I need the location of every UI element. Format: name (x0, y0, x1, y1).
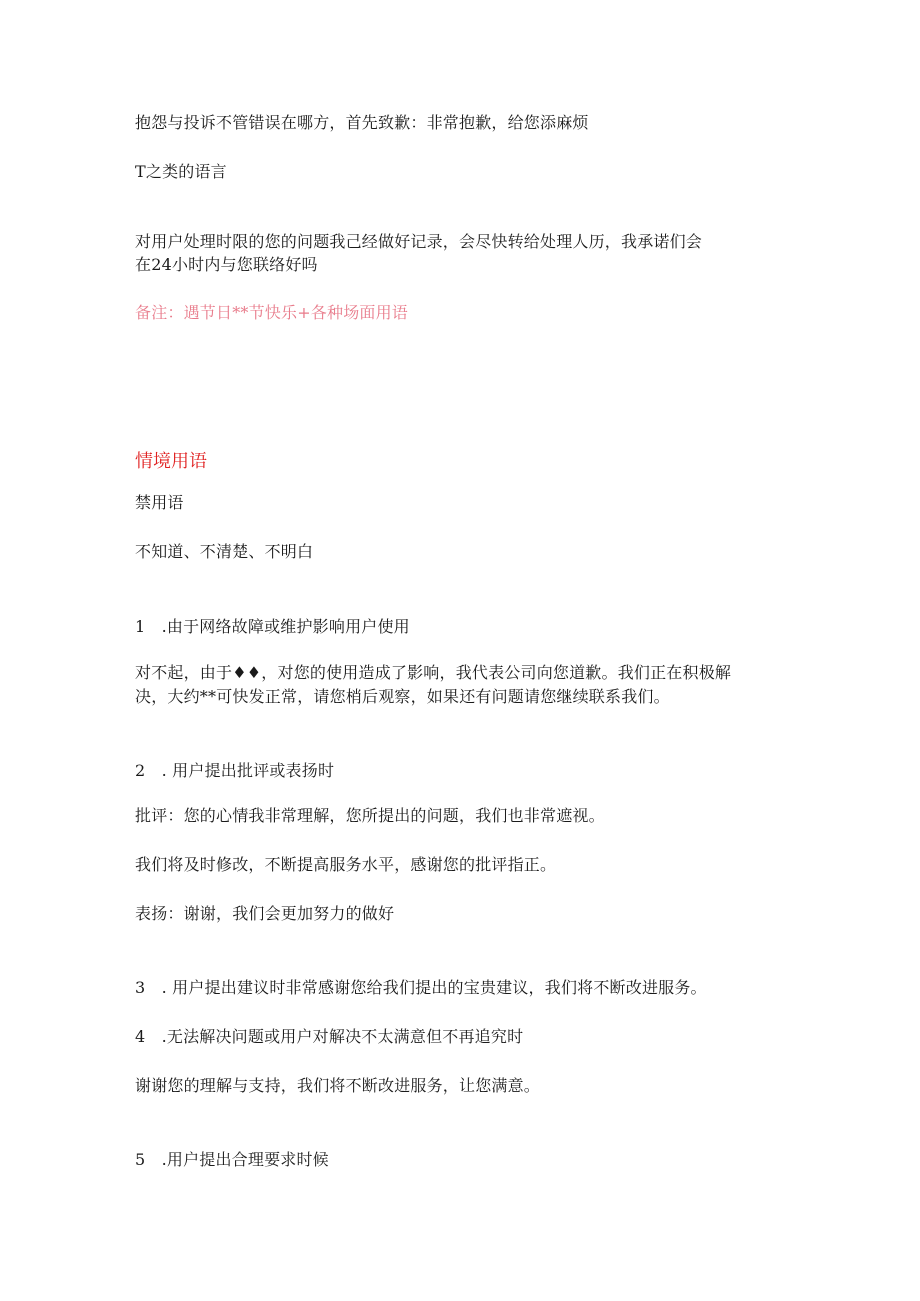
time-limit-line-2: 在24小时内与您联络好吗 (135, 255, 318, 274)
forbidden-label: 禁用语 (135, 493, 184, 512)
complaint-line-1: 抱怨与投诉不管错误在哪方，首先致歉：非常抱歉，给您添麻烦 (135, 113, 589, 132)
section-title: 情境用语 (135, 451, 207, 472)
item-3-title: 3 . 用户提出建议时非常感谢您给我们提出的宝贵建议，我们将不断改进服务。 (135, 978, 707, 997)
forbidden-words: 不知道、不清楚、不明白 (135, 542, 314, 561)
item-2-title: 2 . 用户提出批评或表扬时 (135, 761, 335, 780)
item-1-body-line-2: 决，大约**可快发正常，请您梢后观察，如果还有问题请您继续联系我们。 (135, 687, 670, 706)
item-4-title: 4 .无法解决问题或用户对解决不太满意但不再追究时 (135, 1027, 524, 1046)
item-5-title: 5 .用户提出合理要求时候 (135, 1150, 329, 1169)
time-limit-line-1: 对用户处理时限的您的问题我己经做好记录，会尽快转给处理人历，我承诺们会 (135, 232, 703, 251)
holiday-note: 备注：遇节日**节快乐+各种场面用语 (135, 303, 409, 322)
item-1-body-line-1: 对不起，由于♦♦，对您的使用造成了影响，我代表公司向您道歉。我们正在积极解 (135, 663, 732, 682)
item-2-criticism: 批评：您的心情我非常理解，您所提出的问题，我们也非常遮视。 (135, 806, 605, 825)
complaint-line-2: T之类的语言 (135, 162, 227, 181)
item-1-title: 1 .由于网络故障或维护影响用户使用 (135, 617, 410, 636)
item-4-body: 谢谢您的理解与支持，我们将不断改进服务，让您满意。 (135, 1076, 541, 1095)
item-2-criticism-cont: 我们将及时修改，不断提高服务水平，感谢您的批评指正。 (135, 855, 557, 874)
item-2-praise: 表扬：谢谢，我们会更加努力的做好 (135, 904, 395, 923)
